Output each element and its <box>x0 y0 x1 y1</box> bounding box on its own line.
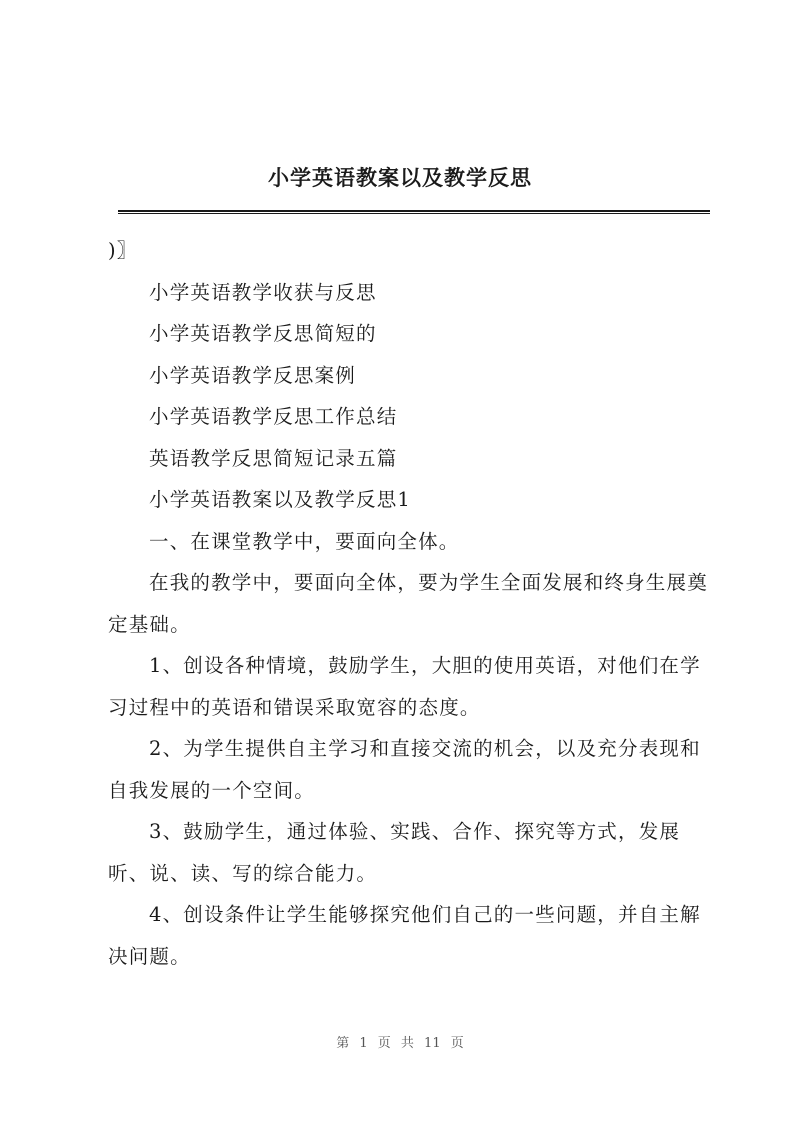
paragraph: 1、创设各种情境，鼓励学生，大胆的使用英语，对他们在学习过程中的英语和错误采取宽容的态度。 <box>108 654 701 719</box>
paragraph: 3、鼓励学生，通过体验、实践、合作、探究等方式，发展听、说、读、写的综合能力。 <box>108 820 681 885</box>
first-line: )〗 <box>108 239 138 262</box>
paragraph: 2、为学生提供自主学习和直接交流的机会，以及充分表现和自我发展的一个空间。 <box>108 737 701 802</box>
toc-item: 英语教学反思简短记录五篇 <box>149 446 398 470</box>
paragraph: 4、创设条件让学生能够探究他们自己的一些问题，并自主解决问题。 <box>108 903 701 968</box>
toc-item: 小学英语教案以及教学反思1 <box>149 488 412 511</box>
section-heading: 一、在课堂教学中，要面向全体。 <box>149 529 460 553</box>
paragraph: 在我的教学中，要面向全体，要为学生全面发展和终身生展奠定基础。 <box>108 571 708 636</box>
toc-item: 小学英语教学反思工作总结 <box>149 405 398 428</box>
toc-item: 小学英语教学收获与反思 <box>149 280 377 304</box>
toc-item: 小学英语教学反思简短的 <box>149 322 377 345</box>
page-title: 小学英语教案以及教学反思 <box>268 166 532 190</box>
document-body <box>108 230 710 977</box>
title-rule <box>118 210 710 214</box>
page-footer: 第 1 页 共 11 页 <box>336 1036 464 1051</box>
toc-item: 小学英语教学反思案例 <box>149 363 357 387</box>
